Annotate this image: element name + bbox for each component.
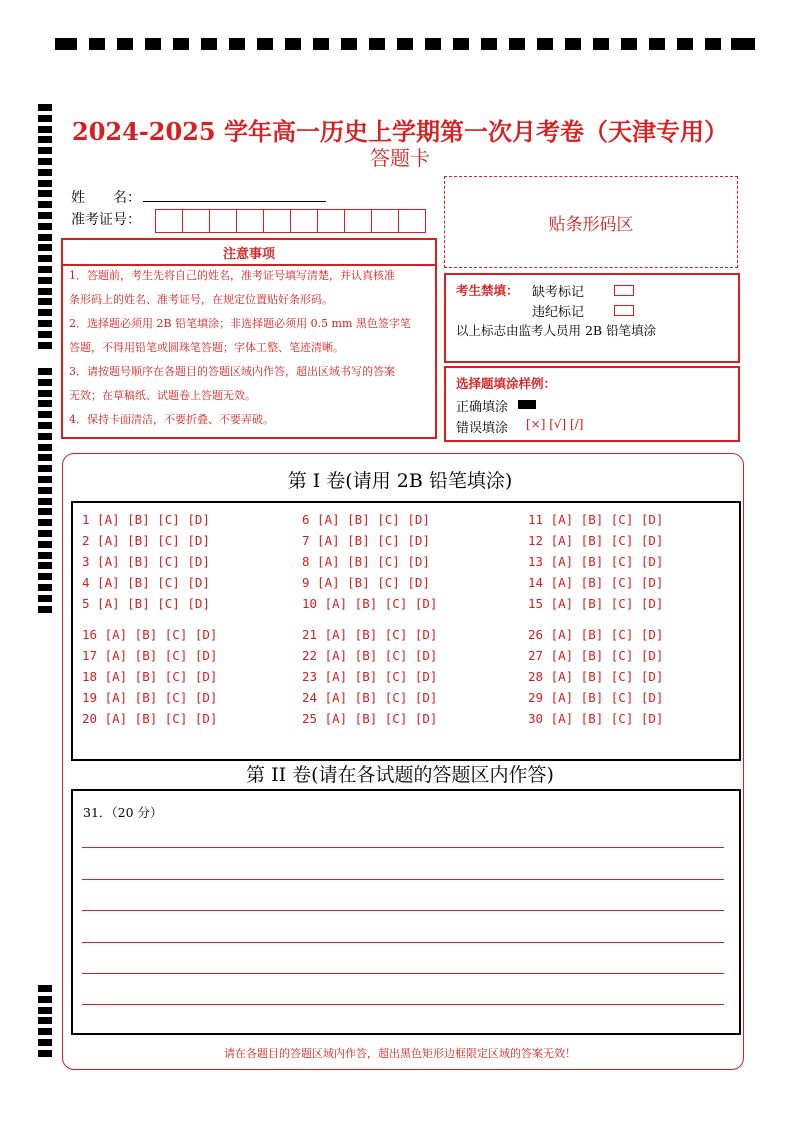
timing-mark <box>38 519 52 526</box>
question-9-options[interactable]: 9 [A] [B] [C] [D] <box>302 575 430 590</box>
notice-item: 4．保持卡面清洁，不要折叠、不要弄破。 <box>69 413 274 426</box>
question-22-options[interactable]: 22 [A] [B] [C] [D] <box>302 648 438 663</box>
timing-mark <box>38 223 52 230</box>
timing-mark <box>38 411 52 418</box>
absent-mark-label: 缺考标记 <box>532 285 585 300</box>
timing-mark <box>38 212 52 219</box>
question-12-options[interactable]: 12 [A] [B] [C] [D] <box>528 533 664 548</box>
question-30-options[interactable]: 30 [A] [B] [C] [D] <box>528 711 664 726</box>
wrong-fill-label: 错误填涂 <box>456 421 509 436</box>
timing-mark <box>38 573 52 580</box>
question-3-options[interactable]: 3 [A] [B] [C] [D] <box>82 554 210 569</box>
notice-item: 答题，不得用铅笔或圆珠笔答题；字体工整、笔迹清晰。 <box>69 341 344 354</box>
top-timing-marks <box>55 38 755 50</box>
timing-mark <box>38 584 52 591</box>
id-label: 准考证号： <box>71 212 141 228</box>
answer-line <box>82 942 724 943</box>
essay-answer-box[interactable] <box>71 789 741 1035</box>
barcode-area: 贴条形码区 <box>444 176 738 268</box>
question-14-options[interactable]: 14 [A] [B] [C] [D] <box>528 575 664 590</box>
question-20-options[interactable]: 20 [A] [B] [C] [D] <box>82 711 218 726</box>
notice-item: 1．答题前，考生先将自己的姓名，准考证号填写清楚，并认真核准 <box>69 269 395 282</box>
timing-mark <box>38 530 52 537</box>
id-number-boxes[interactable] <box>156 209 426 233</box>
question-18-options[interactable]: 18 [A] [B] [C] [D] <box>82 669 218 684</box>
exam-marks-note: 以上标志由监考人员用 2B 铅笔填涂 <box>456 323 657 338</box>
notice-item: 3．请按题号顺序在各题目的答题区域内作答，超出区域书写的答案 <box>69 365 395 378</box>
timing-mark <box>38 422 52 429</box>
notice-item: 无效；在草稿纸、试题卷上答题无效。 <box>69 389 256 402</box>
question-21-options[interactable]: 21 [A] [B] [C] [D] <box>302 627 438 642</box>
timing-mark <box>38 277 52 284</box>
exam-marks-label: 考生禁填： <box>456 283 519 298</box>
timing-mark <box>38 331 52 338</box>
footer-warning: 请在各题目的答题区域内作答，超出黑色矩形边框限定区域的答案无效！ <box>224 1047 576 1060</box>
timing-mark <box>38 234 52 241</box>
page-subtitle: 答题卡 <box>370 146 430 170</box>
timing-mark <box>38 606 52 613</box>
question-2-options[interactable]: 2 [A] [B] [C] [D] <box>82 533 210 548</box>
timing-mark <box>38 320 52 327</box>
notice-item: 条形码上的姓名、准考证号，在规定位置贴好条形码。 <box>69 293 333 306</box>
section-1-title: 第 I 卷(请用 2B 铅笔填涂) <box>287 470 513 492</box>
question-27-options[interactable]: 27 [A] [B] [C] [D] <box>528 648 664 663</box>
timing-mark <box>38 433 52 440</box>
timing-mark <box>38 104 52 111</box>
timing-mark <box>38 985 52 992</box>
question-29-options[interactable]: 29 [A] [B] [C] [D] <box>528 690 664 705</box>
timing-mark <box>38 562 52 569</box>
absent-mark-box[interactable] <box>614 285 634 296</box>
correct-fill-label: 正确填涂 <box>456 400 509 415</box>
timing-mark <box>38 400 52 407</box>
page-title: 2024-2025 学年高一历史上学期第一次月考卷（天津专用） <box>72 117 728 146</box>
notice-box <box>61 262 437 439</box>
question-26-options[interactable]: 26 [A] [B] [C] [D] <box>528 627 664 642</box>
timing-mark <box>38 508 52 515</box>
timing-mark <box>38 552 52 559</box>
timing-mark <box>38 298 52 305</box>
timing-mark <box>38 180 52 187</box>
question-15-options[interactable]: 15 [A] [B] [C] [D] <box>528 596 664 611</box>
section-2-title: 第 II 卷(请在各试题的答题区内作答) <box>246 764 554 786</box>
question-8-options[interactable]: 8 [A] [B] [C] [D] <box>302 554 430 569</box>
notice-item: 2．选择题必须用 2B 铅笔填涂；非选择题必须用 0.5 mm 黑色签字笔 <box>69 317 411 330</box>
question-13-options[interactable]: 13 [A] [B] [C] [D] <box>528 554 664 569</box>
sample-box <box>444 366 740 442</box>
question-4-options[interactable]: 4 [A] [B] [C] [D] <box>82 575 210 590</box>
question-16-options[interactable]: 16 [A] [B] [C] [D] <box>82 627 218 642</box>
timing-mark <box>38 1028 52 1035</box>
question-28-options[interactable]: 28 [A] [B] [C] [D] <box>528 669 664 684</box>
timing-mark <box>38 541 52 548</box>
timing-mark <box>38 244 52 251</box>
name-input-line[interactable] <box>143 200 326 202</box>
timing-mark <box>38 498 52 505</box>
answer-line <box>82 910 724 911</box>
timing-mark <box>38 996 52 1003</box>
correct-fill-sample <box>518 400 536 409</box>
timing-mark <box>38 444 52 451</box>
question-23-options[interactable]: 23 [A] [B] [C] [D] <box>302 669 438 684</box>
question-11-options[interactable]: 11 [A] [B] [C] [D] <box>528 512 664 527</box>
question-10-options[interactable]: 10 [A] [B] [C] [D] <box>302 596 438 611</box>
question-5-options[interactable]: 5 [A] [B] [C] [D] <box>82 596 210 611</box>
timing-mark <box>38 390 52 397</box>
wrong-fill-samples: [×] [√] [/] <box>526 417 584 431</box>
question-24-options[interactable]: 24 [A] [B] [C] [D] <box>302 690 438 705</box>
violation-mark-label: 违纪标记 <box>532 305 585 320</box>
question-19-options[interactable]: 19 [A] [B] [C] [D] <box>82 690 218 705</box>
answer-line <box>82 847 724 848</box>
timing-mark <box>38 201 52 208</box>
timing-mark <box>38 342 52 349</box>
essay-question-label: 31．（20 分） <box>83 805 163 820</box>
timing-mark <box>38 288 52 295</box>
answer-line <box>82 973 724 974</box>
answer-line <box>82 1004 724 1005</box>
timing-mark <box>38 190 52 197</box>
question-6-options[interactable]: 6 [A] [B] [C] [D] <box>302 512 430 527</box>
answer-line <box>82 879 724 880</box>
timing-mark <box>38 1007 52 1014</box>
exam-marks-box <box>444 273 740 363</box>
notice-heading: 注意事项 <box>61 238 437 266</box>
question-1-options[interactable]: 1 [A] [B] [C] [D] <box>82 512 210 527</box>
question-7-options[interactable]: 7 [A] [B] [C] [D] <box>302 533 430 548</box>
timing-mark <box>38 255 52 262</box>
timing-mark <box>38 368 52 375</box>
question-17-options[interactable]: 17 [A] [B] [C] [D] <box>82 648 218 663</box>
timing-mark <box>38 379 52 386</box>
timing-mark <box>38 1017 52 1024</box>
violation-mark-box[interactable] <box>614 305 634 316</box>
question-25-options[interactable]: 25 [A] [B] [C] [D] <box>302 711 438 726</box>
name-label: 姓 名： <box>71 190 141 206</box>
sample-label: 选择题填涂样例： <box>456 376 557 391</box>
timing-mark <box>38 266 52 273</box>
timing-mark <box>38 454 52 461</box>
timing-mark <box>38 309 52 316</box>
timing-mark <box>38 595 52 602</box>
